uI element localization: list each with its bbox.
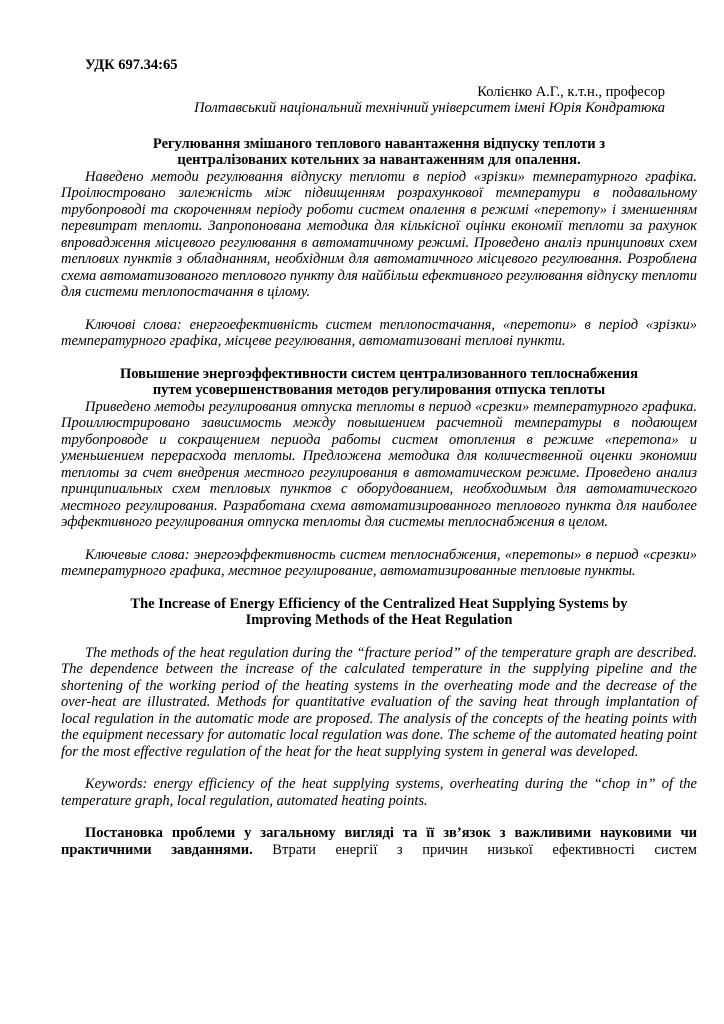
affiliation-line: Полтавський національний технічний університет імені Юрія Кондратюка bbox=[194, 100, 665, 116]
body-paragraph-text: Втрати енергії з причин низької ефективності систем bbox=[252, 841, 697, 858]
udc-code: УДК 697.34:65 bbox=[85, 57, 178, 73]
keywords-english: Keywords: energy efficiency of the heat supplying systems, overheating during the “chop in” of the temperature graph, local regulation, automated heating points. bbox=[61, 776, 697, 809]
title-russian: Повышение энергоэффективности систем централизованного теплоснабжения путем усовершенствования методов регулирования отпуска теплоты bbox=[120, 365, 638, 398]
abstract-ukrainian: Наведено методи регулювання відпуску теплоти в період «зрізки» температурного графіка. Проілюстровано залежність між підвищенням розрахункової температури в подавальному трубопроводі та скороченням періоду роботи систем опалення в режимі «перетопу» і зменшенням перевитрат теплоти. Запропонована методика для кількісної оцінки економії теплоти за рахунок впровадження місцевого регулювання в автоматичному режимі. Проведено аналіз принципових схем теплових пунктів з обладнанням, необхідним для автоматичного місцевого регулювання. Розроблена схема автоматизованого теплового пункту для найбільш ефективного регулювання відпуску теплоти для системи теплопостачання в цілому. bbox=[61, 168, 697, 300]
keywords-ukrainian: Ключові слова: енергоефективність систем теплопостачання, «перетопи» в період «зрізки» температурного графіка, місцеве регулювання, автоматизовані теплові пункти. bbox=[61, 316, 697, 349]
title-english: The Increase of Energy Efficiency of the Centralized Heat Supplying Systems by Improving Methods of the Heat Regulation bbox=[130, 595, 628, 628]
body-paragraph-lead: Постановка проблеми у загальному вигляді та її зв’язок з важливими науковими чи практичними завданнями. bbox=[61, 825, 697, 858]
author-line: Колієнко А.Г., к.т.н., професор bbox=[477, 83, 665, 100]
body-paragraph bbox=[61, 825, 697, 858]
byline-block bbox=[61, 84, 697, 117]
title-ukrainian: Регулювання змішаного теплового навантаження відпуску теплоти з централізованих котельних за навантаженням для опалення. bbox=[152, 135, 606, 168]
abstract-english: The methods of the heat regulation during the “fracture period” of the temperature graph are described. The dependence between the increase of the calculated temperature in the supplying pipeline and the shortening of the working period of the heating systems in the overheating mode and the decrease of the over-heat are illustrated. Methods for quantitative evaluation of the saving heat through implantation of local regulation in the automatic mode are proposed. The analysis of the concepts of the heating points with the equipment necessary for automatic local regulation was done. The scheme of the automated heating point for the most effective regulation of the heat for the heat supplying system in general was developed. bbox=[61, 644, 697, 760]
abstract-russian: Приведено методы регулирования отпуска теплоты в период «срезки» температурного графика. Проиллюстрировано зависимость между повышением расчетной температуры в подающем трубопроводе и сокращением периода работы систем отопления в режиме «перетопа» и уменьшением перерасхода теплоты. Предложена методика для количественной оценки экономии теплоты за счет внедрения местного регулирования в автоматическом режиме. Проведено анализ принципиальных схем тепловых пунктов с оборудованием, необходимым для автоматического местного регулирования. Разработана схема автоматизированного теплового пункта для наиболее эффективного регулирования отпуска теплоты для системы теплоснабжения в целом. bbox=[61, 398, 697, 530]
keywords-russian: Ключевые слова: энергоэффективность систем теплоснабжения, «перетопы» в период «срезки» температурного графика, местное регулирование, автоматизированные тепловые пункты. bbox=[61, 546, 697, 579]
